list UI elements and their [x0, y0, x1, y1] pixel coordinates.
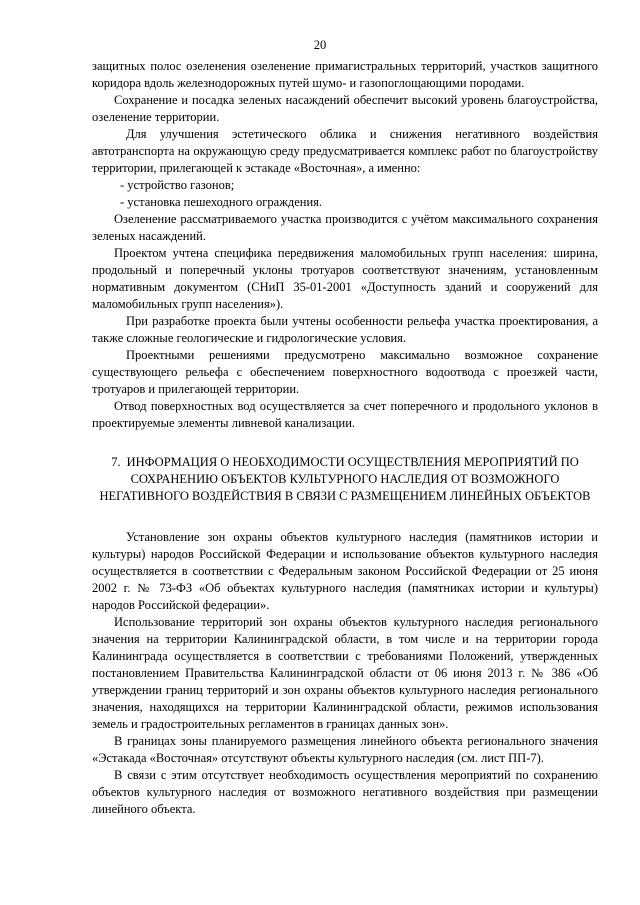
section-paragraph: В связи с этим отсутствует необходимость осуществления мероприятий по сохранению объектов культурного наследия от возможного негативного воздействия при размещении линейного объекта.	[92, 768, 598, 816]
section-paragraphs	[92, 529, 598, 818]
body-paragraph: Сохранение и посадка зеленых насаждений обеспечит высокий уровень благоустройства, озеленение территории.	[92, 93, 598, 124]
section-paragraph: Использование территорий зон охраны объектов культурного наследия регионального значения на территории Калининградской области, в том числе и на территории города Калининграда осуществляется в соответствии с требованиями Положений, утвержденных постановлением Правительства Калининградской области от 06 июня 2013 г. № 386 «Об утверждении границ территорий и зон охраны объектов культурного наследия регионального значения, находящихся на территории Калининградской области, режимов использования земель и градостроительных регламентов в границах данных зон».	[92, 615, 598, 731]
top-paragraphs	[92, 58, 598, 432]
body-paragraph: Отвод поверхностных вод осуществляется за счет поперечного и продольного уклонов в проектируемые элементы ливневой канализации.	[92, 399, 598, 430]
body-paragraph: - устройство газонов;	[120, 178, 235, 192]
body-paragraph: Озеленение рассматриваемого участка производится с учётом максимального сохранения зеленых насаждений.	[92, 212, 598, 243]
body-paragraph: Проектом учтена специфика передвижения маломобильных групп населения: ширина, продольный и поперечный уклоны тротуаров соответствуют значениям, установленным нормативным документом (СНиП 35-01-2001 «Доступность зданий и сооружений для маломобильных групп населения»).	[92, 246, 598, 311]
body-paragraph: Для улучшения эстетического облика и снижения негативного воздействия автотранспорта на окружающую среду предусматривается комплекс работ по благоустройству территории, прилегающей к эстакаде «Восточная», а именно:	[92, 127, 598, 175]
section-paragraph: Установление зон охраны объектов культурного наследия (памятников истории и культуры) народов Российской Федерации и использование объектов культурного наследия осуществляется в соответствии с Федеральным законом Российской Федерации от 25 июня 2002 г. № 73-ФЗ «Об объектах культурного наследия (памятниках истории и культуры) народов Российской федерации».	[92, 530, 598, 612]
body-paragraph: При разработке проекта были учтены особенности рельефа участка проектирования, а также сложные геологические и гидрологические условия.	[92, 314, 598, 345]
page-content	[92, 58, 598, 818]
body-paragraph: защитных полос озеленения озеленение примагистральных территорий, участков защитного коридора вдоль железнодорожных путей шумо- и газопоглощающими породами.	[92, 59, 598, 90]
body-paragraph: Проектными решениями предусмотрено максимально возможное сохранение существующего рельефа с обеспечением поверхностного водоотвода с проезжей части, тротуаров и прилегающей территории.	[92, 348, 598, 396]
body-paragraph: - установка пешеходного ограждения.	[120, 195, 323, 209]
page-number: 20	[313, 38, 327, 52]
section-heading	[92, 454, 598, 505]
section-title: ИНФОРМАЦИЯ О НЕОБХОДИМОСТИ ОСУЩЕСТВЛЕНИЯ МЕРОПРИЯТИЙ ПО СОХРАНЕНИЮ ОБЪЕКТОВ КУЛЬТУРНОГО НАСЛЕДИЯ ОТ ВОЗМОЖНОГО НЕГАТИВНОГО ВОЗДЕЙСТВИЯ В СВЯЗИ С РАЗМЕЩЕНИЕМ ЛИНЕЙНЫХ ОБЪЕКТОВ	[99, 455, 591, 503]
section-paragraph: В границах зоны планируемого размещения линейного объекта регионального значения «Эстакада «Восточная» отсутствуют объекты культурного наследия (см. лист ПП-7).	[92, 734, 598, 765]
section-number: 7.	[111, 455, 121, 469]
